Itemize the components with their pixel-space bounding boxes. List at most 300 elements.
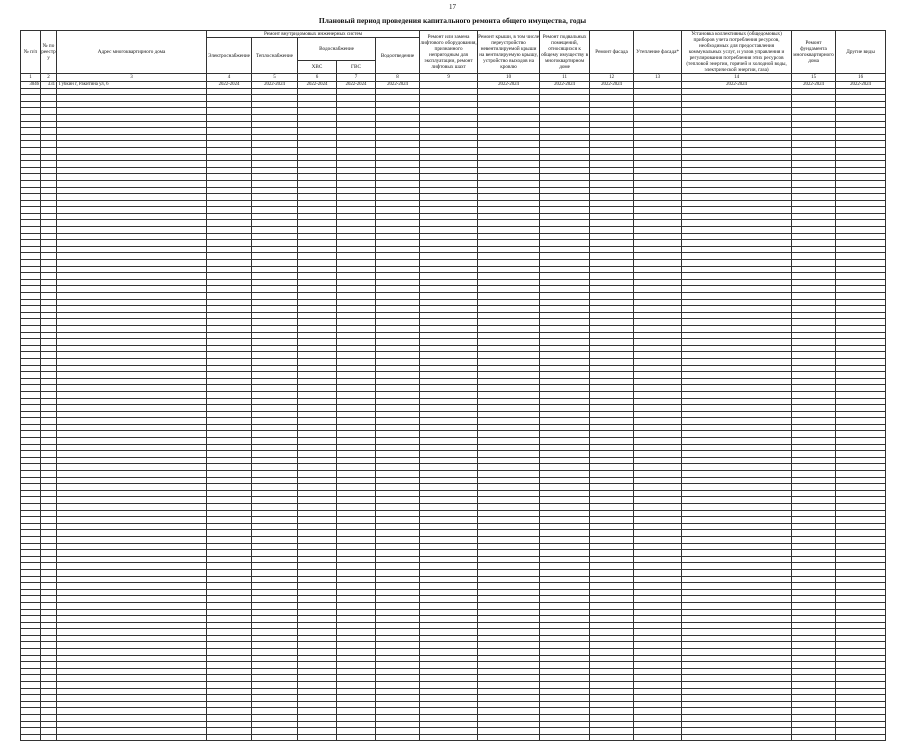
table-cell <box>836 424 886 431</box>
table-cell <box>792 345 836 352</box>
table-cell <box>836 708 886 715</box>
header-facade: Ремонт фасада <box>590 31 634 74</box>
table-cell <box>540 688 590 695</box>
table-cell <box>207 471 252 478</box>
table-cell <box>540 523 590 530</box>
table-cell <box>57 200 207 207</box>
table-cell <box>252 299 298 306</box>
table-row <box>21 609 886 616</box>
table-cell <box>337 108 376 115</box>
table-cell <box>792 88 836 95</box>
table-cell <box>252 728 298 735</box>
column-number: 3 <box>57 74 207 82</box>
table-cell <box>252 378 298 385</box>
table-cell <box>590 682 634 689</box>
table-cell <box>41 365 57 372</box>
table-row <box>21 207 886 214</box>
table-cell <box>376 220 420 227</box>
table-cell <box>540 378 590 385</box>
table-cell <box>57 715 207 722</box>
table-cell <box>57 141 207 148</box>
table-cell-c9 <box>420 82 478 89</box>
table-cell <box>207 233 252 240</box>
table-cell <box>298 629 337 636</box>
table-cell <box>376 180 420 187</box>
table-cell <box>792 543 836 550</box>
table-cell <box>540 299 590 306</box>
table-cell <box>207 510 252 517</box>
table-cell <box>540 728 590 735</box>
table-cell <box>21 457 41 464</box>
table-cell <box>682 358 792 365</box>
table-cell <box>478 576 540 583</box>
table-cell <box>420 187 478 194</box>
table-cell <box>57 616 207 623</box>
table-cell <box>298 345 337 352</box>
table-cell <box>252 418 298 425</box>
table-cell <box>682 629 792 636</box>
table-cell <box>420 708 478 715</box>
table-cell <box>792 530 836 537</box>
table-row <box>21 88 886 95</box>
table-cell <box>41 213 57 220</box>
table-cell <box>337 721 376 728</box>
table-cell <box>57 484 207 491</box>
table-cell <box>376 194 420 201</box>
table-cell <box>337 114 376 121</box>
table-body <box>21 82 886 741</box>
table-row <box>21 530 886 537</box>
table-cell <box>21 543 41 550</box>
table-cell <box>792 114 836 121</box>
table-cell <box>57 147 207 154</box>
table-row <box>21 550 886 557</box>
table-cell <box>57 101 207 108</box>
table-cell <box>478 246 540 253</box>
table-cell <box>540 352 590 359</box>
table-cell <box>41 411 57 418</box>
table-cell <box>420 504 478 511</box>
table-cell <box>420 180 478 187</box>
table-cell <box>21 602 41 609</box>
table-row <box>21 728 886 735</box>
table-cell <box>634 662 682 669</box>
table-cell <box>836 398 886 405</box>
table-cell <box>682 695 792 702</box>
table-cell <box>41 556 57 563</box>
table-cell <box>590 649 634 656</box>
table-cell <box>252 642 298 649</box>
table-cell <box>252 405 298 412</box>
table-cell <box>337 391 376 398</box>
table-cell <box>337 378 376 385</box>
table-cell <box>590 635 634 642</box>
table-cell <box>207 319 252 326</box>
table-cell <box>836 385 886 392</box>
table-cell <box>298 530 337 537</box>
table-cell <box>792 464 836 471</box>
table-cell <box>41 576 57 583</box>
table-cell <box>207 695 252 702</box>
table-cell <box>376 701 420 708</box>
table-cell <box>478 682 540 689</box>
table-cell <box>298 424 337 431</box>
table-cell <box>682 253 792 260</box>
table-cell <box>792 358 836 365</box>
table-cell <box>21 345 41 352</box>
table-cell <box>590 161 634 168</box>
table-cell <box>420 609 478 616</box>
table-cell <box>682 424 792 431</box>
table-cell <box>57 497 207 504</box>
table-row <box>21 286 886 293</box>
table-cell <box>540 734 590 741</box>
table-cell <box>57 365 207 372</box>
table-cell <box>337 431 376 438</box>
table-cell <box>41 550 57 557</box>
table-cell <box>540 695 590 702</box>
table-cell <box>836 128 886 135</box>
table-cell <box>836 312 886 319</box>
table-cell <box>298 266 337 273</box>
table-cell <box>376 154 420 161</box>
table-cell <box>540 543 590 550</box>
table-cell <box>252 385 298 392</box>
table-cell <box>207 550 252 557</box>
table-cell <box>57 325 207 332</box>
table-cell <box>792 220 836 227</box>
table-cell <box>298 418 337 425</box>
table-cell <box>590 543 634 550</box>
table-cell <box>836 339 886 346</box>
table-cell <box>337 649 376 656</box>
table-cell <box>337 556 376 563</box>
table-cell <box>590 576 634 583</box>
table-cell <box>836 167 886 174</box>
table-cell <box>376 121 420 128</box>
table-cell <box>540 121 590 128</box>
table-cell <box>298 358 337 365</box>
table-cell <box>836 471 886 478</box>
table-cell <box>420 517 478 524</box>
table-cell <box>478 352 540 359</box>
table-cell <box>376 728 420 735</box>
table-cell <box>57 398 207 405</box>
table-cell <box>836 464 886 471</box>
table-cell <box>298 616 337 623</box>
table-cell <box>57 556 207 563</box>
table-cell <box>337 128 376 135</box>
table-cell <box>792 438 836 445</box>
header-water-group: Водоснабжение <box>298 38 376 61</box>
table-cell <box>298 233 337 240</box>
table-cell <box>478 134 540 141</box>
table-cell <box>420 213 478 220</box>
table-cell <box>836 240 886 247</box>
table-cell <box>376 530 420 537</box>
table-cell <box>634 101 682 108</box>
table-cell <box>420 114 478 121</box>
table-cell <box>252 635 298 642</box>
table-cell <box>590 675 634 682</box>
table-cell <box>682 134 792 141</box>
table-cell <box>21 114 41 121</box>
table-cell <box>252 596 298 603</box>
table-cell <box>41 451 57 458</box>
table-cell <box>836 161 886 168</box>
table-cell <box>207 517 252 524</box>
table-cell <box>420 675 478 682</box>
table-cell <box>252 510 298 517</box>
table-row <box>21 82 886 89</box>
table-cell <box>478 213 540 220</box>
table-cell <box>252 523 298 530</box>
table-cell <box>836 682 886 689</box>
table-cell <box>634 471 682 478</box>
table-cell <box>540 141 590 148</box>
table-cell <box>478 220 540 227</box>
table-row <box>21 477 886 484</box>
table-cell <box>682 213 792 220</box>
column-number: 11 <box>540 74 590 82</box>
header-address: Адрес многоквартирного дома <box>57 31 207 74</box>
table-cell <box>298 734 337 741</box>
header-no-reg: № по реестру <box>41 31 57 74</box>
table-cell <box>252 167 298 174</box>
table-cell <box>682 431 792 438</box>
table-cell <box>836 213 886 220</box>
table-cell <box>540 668 590 675</box>
table-cell <box>57 385 207 392</box>
table-cell <box>634 114 682 121</box>
table-cell <box>57 194 207 201</box>
table-cell <box>420 629 478 636</box>
table-row <box>21 398 886 405</box>
table-cell <box>21 431 41 438</box>
table-cell <box>590 312 634 319</box>
table-cell <box>792 372 836 379</box>
table-cell <box>41 253 57 260</box>
table-cell <box>337 622 376 629</box>
table-cell <box>252 497 298 504</box>
table-cell <box>590 536 634 543</box>
table-cell <box>207 147 252 154</box>
table-cell <box>682 583 792 590</box>
table-cell <box>21 286 41 293</box>
table-cell <box>41 583 57 590</box>
table-cell <box>540 187 590 194</box>
table-cell <box>478 141 540 148</box>
table-row <box>21 701 886 708</box>
table-cell <box>207 708 252 715</box>
table-cell <box>540 622 590 629</box>
table-row <box>21 167 886 174</box>
table-cell <box>252 161 298 168</box>
table-cell <box>590 391 634 398</box>
table-cell <box>41 312 57 319</box>
table-cell <box>682 227 792 234</box>
table-cell <box>376 655 420 662</box>
table-cell <box>337 543 376 550</box>
table-cell <box>207 180 252 187</box>
table-cell <box>420 154 478 161</box>
table-cell <box>634 536 682 543</box>
table-cell <box>21 134 41 141</box>
table-cell <box>590 411 634 418</box>
table-cell <box>207 95 252 102</box>
table-cell <box>252 616 298 623</box>
table-cell <box>207 477 252 484</box>
table-cell <box>57 279 207 286</box>
table-cell <box>21 200 41 207</box>
table-cell <box>21 372 41 379</box>
table-cell <box>634 260 682 267</box>
table-cell <box>252 695 298 702</box>
table-cell <box>634 464 682 471</box>
table-cell <box>207 398 252 405</box>
table-cell <box>478 88 540 95</box>
table-row <box>21 457 886 464</box>
table-row <box>21 121 886 128</box>
table-cell <box>298 134 337 141</box>
table-cell <box>420 378 478 385</box>
table-cell <box>298 510 337 517</box>
table-cell <box>298 695 337 702</box>
table-cell <box>41 438 57 445</box>
table-cell <box>21 339 41 346</box>
table-cell <box>376 339 420 346</box>
table-cell <box>590 609 634 616</box>
table-cell <box>41 708 57 715</box>
table-cell <box>298 114 337 121</box>
table-cell <box>57 543 207 550</box>
repair-schedule-table <box>20 30 886 741</box>
table-row <box>21 95 886 102</box>
table-cell <box>298 668 337 675</box>
table-cell <box>420 194 478 201</box>
table-cell <box>682 121 792 128</box>
table-cell <box>590 95 634 102</box>
table-cell <box>376 227 420 234</box>
table-cell <box>337 477 376 484</box>
table-cell <box>376 187 420 194</box>
table-cell <box>634 332 682 339</box>
table-cell <box>252 286 298 293</box>
table-cell <box>420 372 478 379</box>
table-cell <box>420 339 478 346</box>
table-cell <box>57 213 207 220</box>
table-cell <box>540 471 590 478</box>
table-cell <box>252 200 298 207</box>
table-cell <box>376 141 420 148</box>
table-cell <box>540 451 590 458</box>
column-number: 5 <box>252 74 298 82</box>
table-cell <box>682 517 792 524</box>
table-cell <box>298 589 337 596</box>
table-cell <box>252 530 298 537</box>
table-cell <box>634 635 682 642</box>
table-cell <box>634 622 682 629</box>
table-cell <box>252 504 298 511</box>
table-cell <box>376 352 420 359</box>
table-cell <box>634 227 682 234</box>
table-cell <box>540 715 590 722</box>
table-cell <box>41 517 57 524</box>
table-cell <box>41 385 57 392</box>
table-cell <box>298 207 337 214</box>
table-cell <box>21 589 41 596</box>
table-cell <box>57 372 207 379</box>
table-cell <box>41 325 57 332</box>
table-cell <box>376 616 420 623</box>
table-cell <box>590 490 634 497</box>
table-cell-c8: 2022-2024 <box>376 82 420 89</box>
table-cell <box>41 682 57 689</box>
table-cell <box>298 121 337 128</box>
table-cell <box>540 536 590 543</box>
table-cell <box>207 279 252 286</box>
table-cell <box>590 293 634 300</box>
table-cell <box>207 306 252 313</box>
table-cell <box>252 662 298 669</box>
table-cell <box>298 365 337 372</box>
table-row <box>21 708 886 715</box>
table-cell <box>420 556 478 563</box>
table-cell <box>590 227 634 234</box>
table-cell <box>57 88 207 95</box>
table-row <box>21 563 886 570</box>
table-cell <box>207 536 252 543</box>
table-cell <box>21 424 41 431</box>
table-row <box>21 279 886 286</box>
table-cell <box>207 490 252 497</box>
table-cell <box>41 424 57 431</box>
table-cell <box>337 398 376 405</box>
table-cell <box>41 431 57 438</box>
table-row <box>21 668 886 675</box>
table-cell <box>298 477 337 484</box>
table-cell <box>634 517 682 524</box>
table-cell <box>420 233 478 240</box>
table-cell <box>682 161 792 168</box>
table-cell <box>207 464 252 471</box>
table-cell <box>21 523 41 530</box>
table-cell <box>21 701 41 708</box>
table-cell <box>478 583 540 590</box>
table-cell <box>478 451 540 458</box>
table-cell <box>792 563 836 570</box>
table-cell <box>540 438 590 445</box>
table-row <box>21 220 886 227</box>
table-cell <box>21 240 41 247</box>
table-row <box>21 312 886 319</box>
column-number: 15 <box>792 74 836 82</box>
header-elevator: Ремонт или замена лифтового оборудования, признанного непригодным для эксплуатации, ремонт лифтовых шахт <box>420 31 478 74</box>
table-cell <box>21 464 41 471</box>
table-cell <box>57 411 207 418</box>
table-cell <box>41 260 57 267</box>
table-cell <box>337 418 376 425</box>
table-cell <box>792 253 836 260</box>
table-cell <box>41 569 57 576</box>
table-cell <box>252 655 298 662</box>
table-cell <box>540 279 590 286</box>
table-cell <box>836 576 886 583</box>
table-cell <box>21 207 41 214</box>
table-cell <box>420 88 478 95</box>
table-cell <box>634 352 682 359</box>
table-cell <box>634 134 682 141</box>
